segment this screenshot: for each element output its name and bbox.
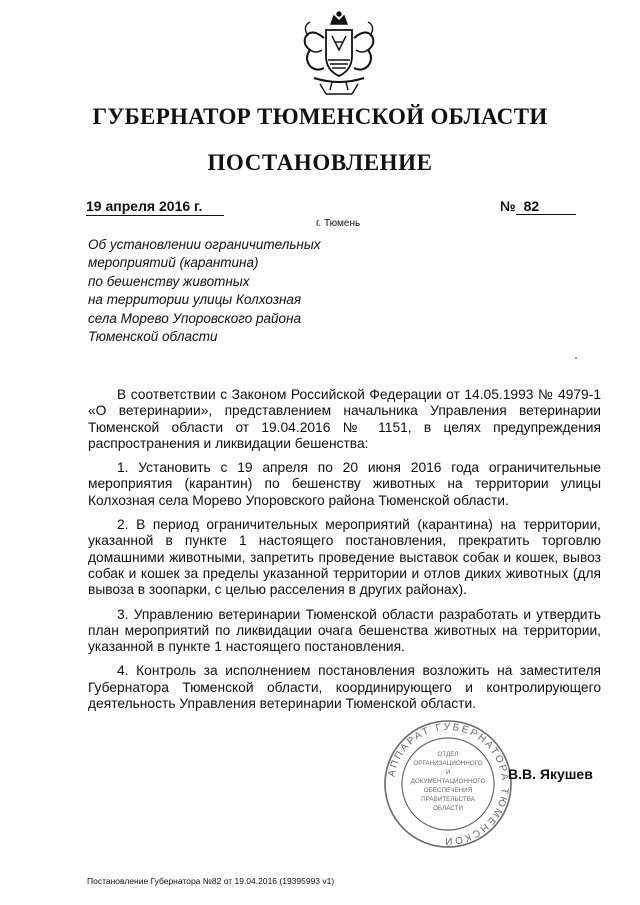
document-number — [500, 198, 592, 215]
scan-speck — [575, 357, 577, 359]
subject-line: села Морево Упоровского района — [88, 310, 302, 326]
stamp-inner-line: И — [445, 769, 451, 776]
document-type-heading: ПОСТАНОВЛЕНИЕ — [207, 150, 433, 175]
stamp-inner-line: ДОКУМЕНТАЦИОННОГО — [410, 778, 486, 785]
clause-1-paragraph: 1. Установить с 19 апреля по 20 июня 2016 года ограничительные мероприятия (карантин) по бешенству животных на территории улицы Колхозная села Морево Упоровского района Тюменской области. — [88, 460, 601, 508]
stamp-inner-line: ОБЛАСТИ — [433, 805, 463, 812]
subject-line: Об установлении ограничительных — [88, 237, 321, 252]
number-value: 82 — [516, 198, 576, 215]
document-footer: Постановление Губернатора №82 от 19.04.2016 (19395993 v1) — [87, 876, 335, 886]
document-body — [88, 387, 601, 720]
subject-line: Тюменской области — [88, 329, 218, 345]
clause-2-paragraph: 2. В период ограничительных мероприятий (карантина) на территории, указанной в пункте 1 настоящего постановления, прекратить торговлю домашними животными, запретить проведение выставок собак и кошек, вывоз собак и кошек за пределы указанной территории и отлов диких животных (для вывоза в зоопарки, с целью расселения в других районах). — [88, 517, 601, 598]
document-subject — [88, 236, 358, 346]
preamble-paragraph: В соответствии с Законом Российской Федерации от 14.05.1993 № 4979-1 «О ветеринарии», представлением начальника Управления ветеринарии Тюменской области от 19.04.2016 № 1151, в целях предупреждения распространения и ликвидации бешенства: — [88, 387, 601, 451]
signatory-name: В.В. Якушев — [508, 766, 593, 782]
stamp-inner-line: ПРАВИТЕЛЬСТВА — [421, 796, 475, 803]
tyumen-region-coat-of-arms-icon — [296, 10, 382, 98]
official-stamp — [382, 718, 514, 850]
subject-line: на территории улицы Колхозная — [88, 292, 302, 308]
stamp-inner-line: ОРГАНИЗАЦИОННОГО — [413, 760, 483, 767]
document-city: г. Тюмень — [316, 218, 361, 229]
number-sign: № — [500, 198, 516, 214]
stamp-inner-line: ОБЕСПЕЧЕНИЯ — [423, 787, 473, 794]
subject-line: мероприятий (карантина) — [88, 255, 259, 271]
document-date: 19 апреля 2016 г. — [86, 198, 224, 216]
page-title: ГУБЕРНАТОР ТЮМЕНСКОЙ ОБЛАСТИ — [92, 104, 548, 129]
clause-4-paragraph: 4. Контроль за исполнением постановления возложить на заместителя Губернатора Тюменской области, координирующего и контролирующего деятельность Управления ветеринарии Тюменской области. — [88, 663, 601, 712]
stamp-outer-text: АППАРАТ ГУБЕРНАТОРА ТЮМЕНСКОЙ — [386, 721, 511, 847]
clause-3-paragraph: 3. Управлению ветеринарии Тюменской области разработать и утвердить план мероприятий по ликвидации очага бешенства животных на территории, указанной в пункте 1 настоящего постановления. — [88, 606, 601, 655]
subject-line: по бешенству животных — [88, 273, 250, 289]
stamp-inner-line: ОТДЕЛ — [437, 751, 459, 758]
